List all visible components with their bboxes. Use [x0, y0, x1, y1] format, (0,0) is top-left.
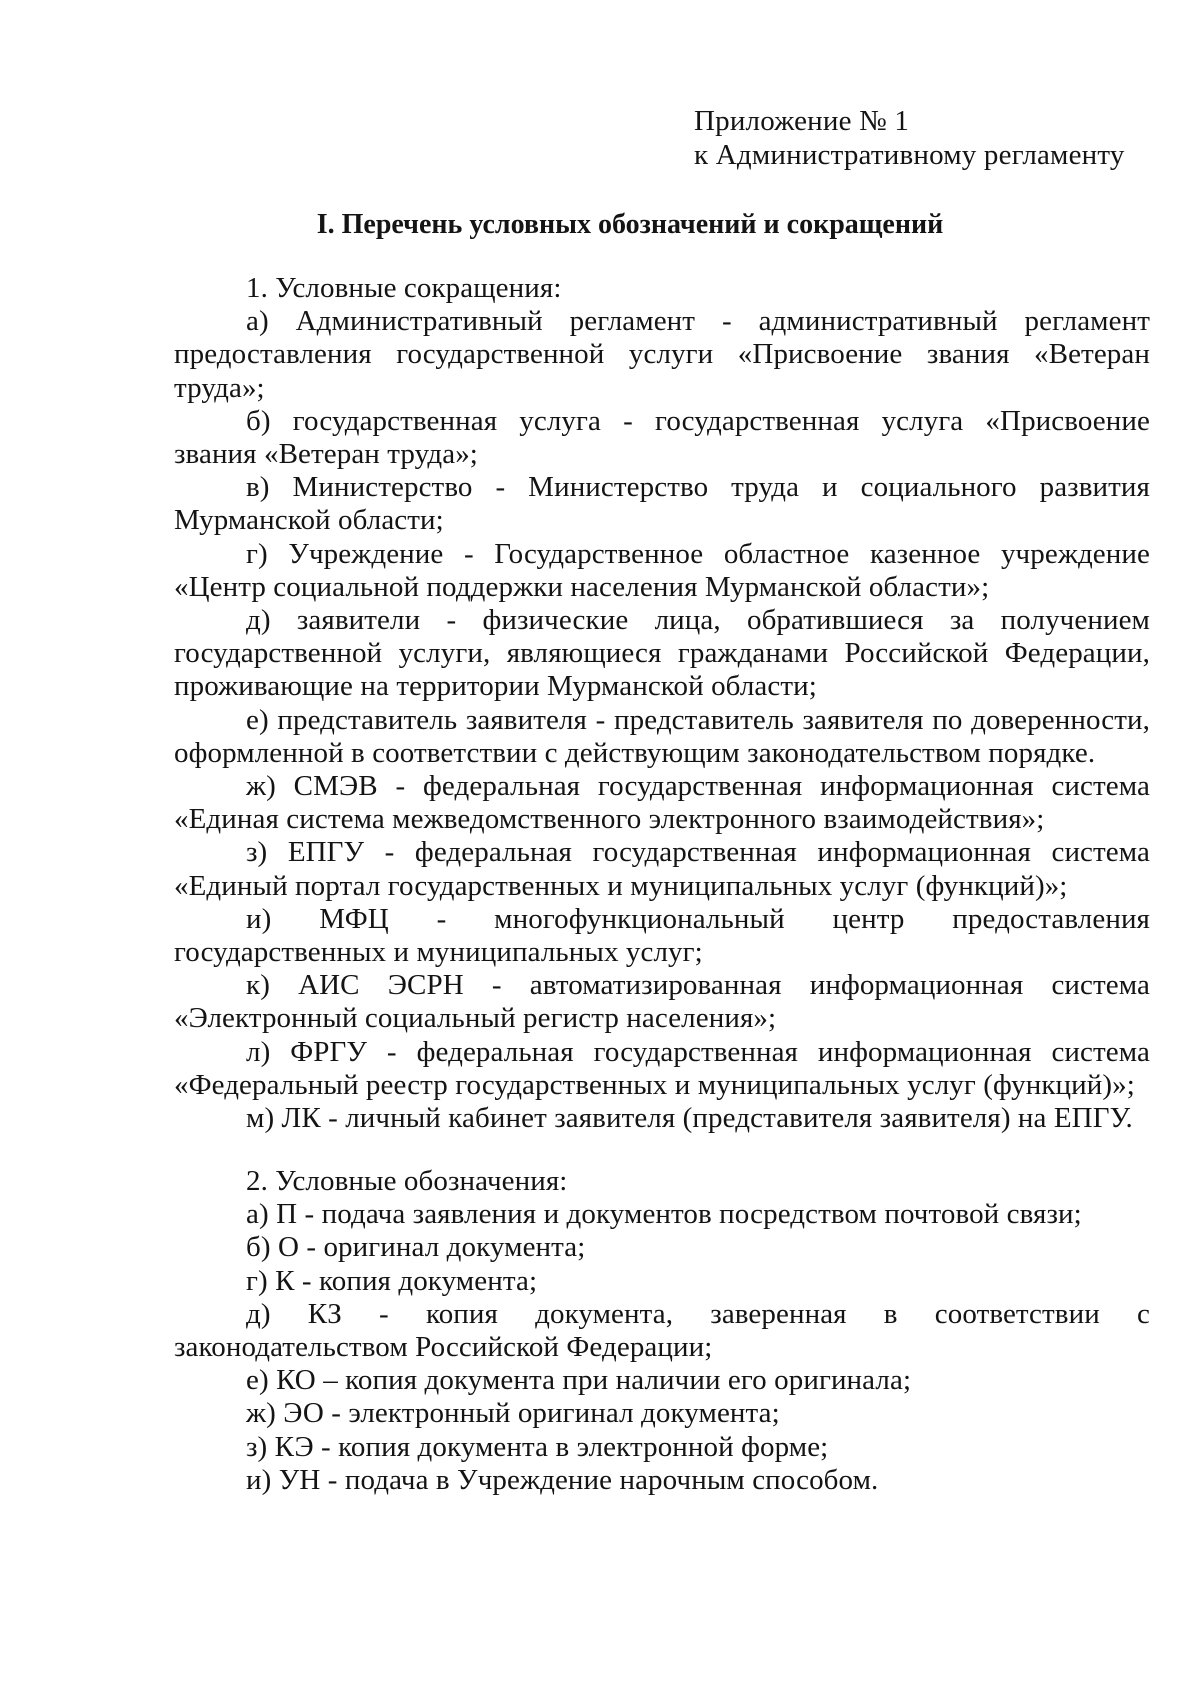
abbreviations-heading: 1. Условные сокращения: — [246, 272, 562, 304]
symbol-item: е) КО – копия документа при наличии его оригинала; — [246, 1364, 912, 1397]
appendix-number: Приложение № 1 — [694, 105, 910, 137]
abbreviation-item: ж) СМЭВ - федеральная государственная информационная система «Единая система межведомственного электронного взаимодействия»; — [174, 770, 1150, 836]
symbol-item: ж) ЭО - электронный оригинал документа; — [246, 1397, 780, 1430]
symbols-heading: 2. Условные обозначения: — [246, 1165, 568, 1197]
section-title: I. Перечень условных обозначений и сокращений — [316, 209, 944, 240]
abbreviation-item: е) представитель заявителя - представитель заявителя по доверенности, оформленной в соответствии с действующим законодательством порядке. — [174, 703, 1150, 769]
abbreviation-item: м) ЛК - личный кабинет заявителя (представителя заявителя) на ЕПГУ. — [246, 1102, 1133, 1135]
symbol-item: а) П - подача заявления и документов посредством почтовой связи; — [246, 1198, 1082, 1231]
abbreviation-item: д) заявители - физические лица, обратившиеся за получением государственной услуги, являющиеся гражданами Российской Федерации, проживающие на территории Мурманской области; — [174, 604, 1150, 703]
abbreviation-item: г) Учреждение - Государственное областное казенное учреждение «Центр социальной поддержки населения Мурманской области»; — [174, 537, 1150, 603]
symbol-item: и) УН - подача в Учреждение нарочным способом. — [246, 1463, 879, 1496]
abbreviations-section — [174, 272, 1150, 1135]
symbol-item: б) О - оригинал документа; — [246, 1231, 586, 1264]
symbol-item: д) КЗ - копия документа, заверенная в соответствии с законодательством Российской Федерации; — [174, 1297, 1150, 1364]
abbreviation-item: и) МФЦ - многофункциональный центр предоставления государственных и муниципальных услуг; — [174, 902, 1150, 969]
symbol-item: з) КЭ - копия документа в электронной форме; — [246, 1430, 829, 1463]
appendix-header — [694, 104, 1125, 172]
abbreviation-item: л) ФРГУ - федеральная государственная информационная система «Федеральный реестр государственных и муниципальных услуг (функций)»; — [174, 1035, 1150, 1101]
symbols-section — [174, 1165, 1150, 1497]
symbol-item: г) К - копия документа; — [246, 1264, 538, 1297]
abbreviation-item: в) Министерство - Министерство труда и социального развития Мурманской области; — [174, 471, 1150, 537]
appendix-reference: к Административному регламенту — [694, 139, 1125, 171]
abbreviation-item: к) АИС ЭСРН - автоматизированная информационная система «Электронный социальный регистр населения»; — [174, 969, 1150, 1035]
abbreviation-item: б) государственная услуга - государственная услуга «Присвоение звания «Ветеран труда»; — [174, 404, 1150, 471]
abbreviation-item: а) Административный регламент - административный регламент предоставления государственной услуги «Присвоение звания «Ветеран труда»; — [174, 305, 1150, 404]
abbreviation-item: з) ЕПГУ - федеральная государственная информационная система «Единый портал государственных и муниципальных услуг (функций)»; — [174, 836, 1150, 902]
